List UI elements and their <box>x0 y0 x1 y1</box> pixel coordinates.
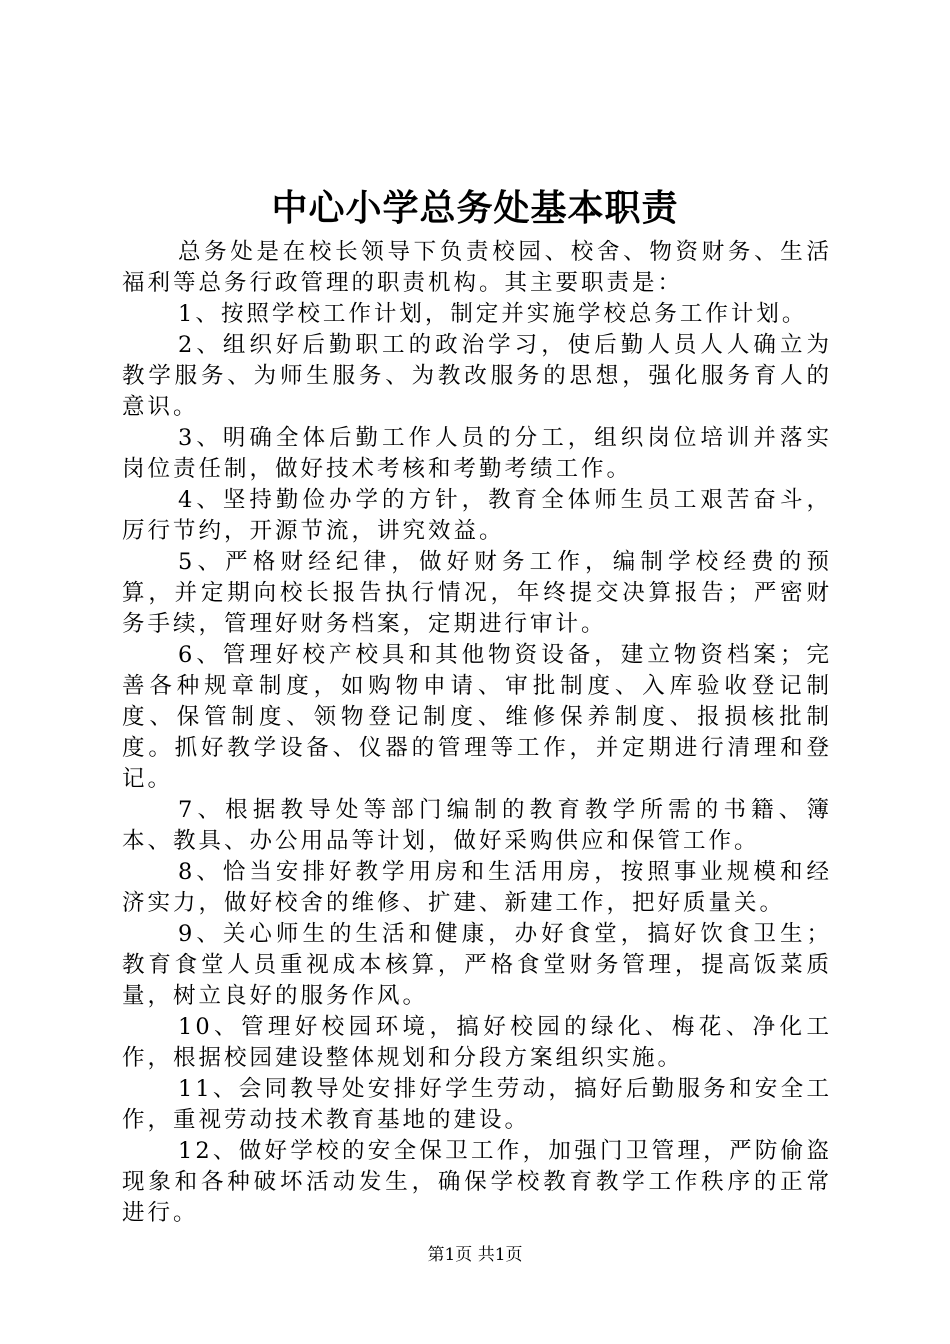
duty-item-12: 12、做好学校的安全保卫工作，加强门卫管理，严防偷盗现象和各种破坏活动发生，确保学校教育教学工作秩序的正常进行。 <box>122 1138 832 1226</box>
duty-item-4: 4、坚持勤俭办学的方针，教育全体师生员工艰苦奋斗，厉行节约，开源节流，讲究效益。 <box>122 487 832 544</box>
duty-item-11: 11、会同教导处安排好学生劳动，搞好后勤服务和安全工作，重视劳动技术教育基地的建设。 <box>122 1076 832 1133</box>
duty-item-7: 7、根据教导处等部门编制的教育教学所需的书籍、簿本、教具、办公用品等计划，做好采购供应和保管工作。 <box>122 797 832 854</box>
document-title: 中心小学总务处基本职责 <box>271 187 679 229</box>
duty-item-10: 10、管理好校园环境，搞好校园的绿化、梅花、净化工作，根据校园建设整体规划和分段方案组织实施。 <box>122 1014 832 1071</box>
page-number-footer: 第1页 共1页 <box>427 1245 523 1265</box>
duty-item-5: 5、严格财经纪律，做好财务工作，编制学校经费的预算，并定期向校长报告执行情况，年终提交决算报告；严密财务手续，管理好财务档案，定期进行审计。 <box>122 549 832 637</box>
duty-item-8: 8、恰当安排好教学用房和生活用房，按照事业规模和经济实力，做好校舍的维修、扩建、新建工作，把好质量关。 <box>122 859 832 916</box>
duty-item-6: 6、管理好校产校具和其他物资设备，建立物资档案；完善各种规章制度，如购物申请、审批制度、入库验收登记制度、保管制度、领物登记制度、维修保养制度、报损核批制度。抓好教学设备、仪器的管理等工作，并定期进行清理和登记。 <box>122 642 832 792</box>
duty-item-3: 3、明确全体后勤工作人员的分工，组织岗位培训并落实岗位责任制，做好技术考核和考勤考绩工作。 <box>122 425 832 482</box>
duty-item-9: 9、关心师生的生活和健康，办好食堂，搞好饮食卫生；教育食堂人员重视成本核算，严格食堂财务管理，提高饭菜质量，树立良好的服务作风。 <box>122 921 832 1009</box>
duty-item-1: 1、按照学校工作计划，制定并实施学校总务工作计划。 <box>178 301 808 327</box>
document-body <box>122 237 832 1229</box>
duty-item-2: 2、组织好后勤职工的政治学习，使后勤人员人人确立为教学服务、为师生服务、为教改服务的思想，强化服务育人的意识。 <box>122 332 832 420</box>
intro-paragraph: 总务处是在校长领导下负责校园、校舍、物资财务、生活福利等总务行政管理的职责机构。其主要职责是： <box>122 239 832 296</box>
